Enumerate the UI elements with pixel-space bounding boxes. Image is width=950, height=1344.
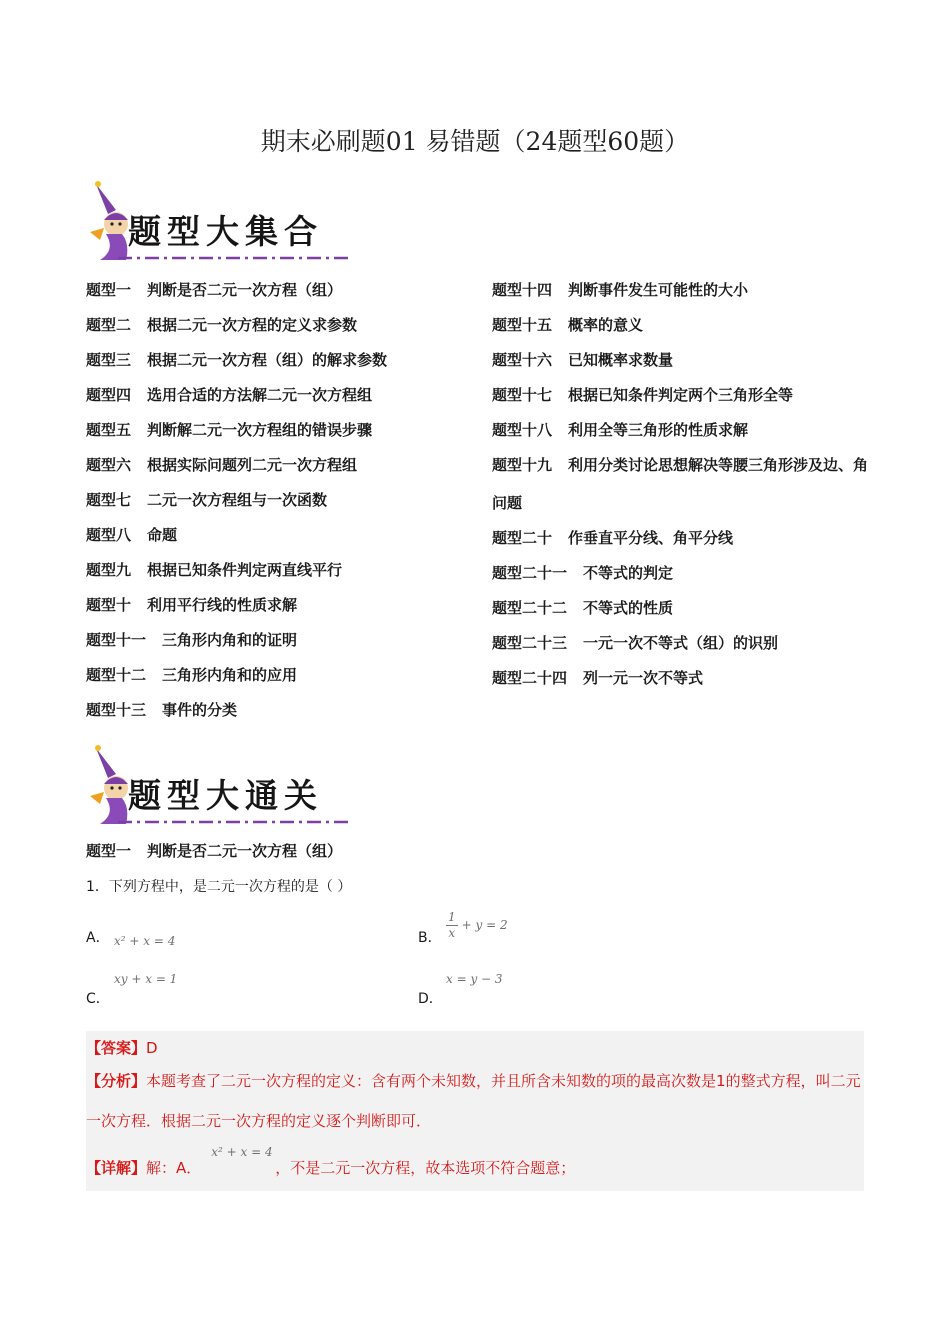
toc-item-number: 题型二十三 [492, 634, 568, 652]
toc-item-number: 题型二十一 [492, 564, 568, 582]
toc-item-text: 作垂直平分线、角平分线 [568, 529, 734, 547]
toc-item-number: 题型六 [86, 456, 132, 474]
toc-item-number: 题型三 [86, 351, 132, 369]
toc-item [492, 528, 872, 548]
toc-item-text: 不等式的性质 [583, 599, 674, 617]
toc-item-number: 题型七 [86, 491, 132, 509]
toc-item-number: 题型十 [86, 596, 132, 614]
toc-item-text: 判断解二元一次方程组的错误步骤 [147, 421, 373, 439]
toc-item [492, 280, 872, 300]
toc-item [86, 420, 456, 440]
toc-item [86, 315, 456, 335]
toc-item [492, 315, 872, 335]
toc-item-text: 根据实际问题列二元一次方程组 [147, 456, 358, 474]
toc-item-text: 命题 [147, 526, 178, 544]
detail-math-slot [201, 1145, 275, 1173]
toc-item [492, 446, 872, 522]
option-d-math: x = y − 3 [446, 972, 503, 986]
toc-item-number: 题型一 [86, 281, 132, 299]
toc-item-number: 题型二 [86, 316, 132, 334]
toc-left-column [86, 280, 456, 735]
toc-item [86, 280, 456, 300]
toc-item [86, 525, 456, 545]
toc-item-text: 事件的分类 [162, 701, 238, 719]
toc-item [492, 350, 872, 370]
detail-prefix: 解：A． [146, 1159, 202, 1177]
toc-item [86, 350, 456, 370]
toc-item-number: 题型八 [86, 526, 132, 544]
toc-item [492, 633, 872, 653]
option-a-label: A． [86, 930, 110, 946]
detail-math: x² + x = 4 [211, 1145, 273, 1159]
toc-item-text: 判断是否二元一次方程（组） [147, 281, 343, 299]
section-text: 判断是否二元一次方程（组） [147, 842, 343, 860]
toc-item-text: 根据二元一次方程的定义求参数 [147, 316, 358, 334]
toc-item-text: 利用全等三角形的性质求解 [568, 421, 749, 439]
toc-item-text: 已知概率求数量 [568, 351, 674, 369]
analysis-paragraph [86, 1061, 864, 1141]
banner-pass [86, 744, 356, 826]
toc-item-number: 题型四 [86, 386, 132, 404]
answer-tag: 【答案】 [86, 1039, 147, 1057]
toc-item-text: 不等式的判定 [583, 564, 674, 582]
option-c-math: xy + x = 1 [114, 972, 178, 986]
section-heading [86, 840, 342, 861]
toc-item [492, 420, 872, 440]
toc-item-number: 题型十八 [492, 421, 553, 439]
detail-tag: 【详解】 [86, 1159, 147, 1177]
toc-item-text: 二元一次方程组与一次函数 [147, 491, 328, 509]
analysis-tag: 【分析】 [86, 1072, 147, 1090]
toc-item-number: 题型十五 [492, 316, 553, 334]
option-a-math: x² + x = 4 [114, 934, 176, 948]
toc-item-number: 题型十九 [492, 456, 553, 474]
toc-item-number: 题型二十四 [492, 669, 568, 687]
option-b-rest: + y = 2 [461, 918, 508, 932]
toc-item [86, 560, 456, 580]
toc-item [492, 668, 872, 688]
toc-item [492, 563, 872, 583]
toc-item [86, 665, 456, 685]
toc-item-text: 一元一次不等式（组）的识别 [583, 634, 779, 652]
toc-item-text: 选用合适的方法解二元一次方程组 [147, 386, 373, 404]
document-title: 期末必刷题01 易错题（24题型60题） [260, 127, 690, 156]
toc-item [492, 598, 872, 618]
banner-pass-text: 题型大通关 [128, 776, 323, 815]
toc-item-text: 三角形内角和的证明 [162, 631, 298, 649]
detail-line [86, 1145, 576, 1178]
option-b-label: B． [418, 930, 442, 946]
toc-item-text: 判断事件发生可能性的大小 [568, 281, 749, 299]
option-b-math [446, 910, 508, 941]
toc-item-text: 根据已知条件判定两直线平行 [147, 561, 343, 579]
toc-item-text: 根据已知条件判定两个三角形全等 [568, 386, 794, 404]
toc-item-number: 题型二十二 [492, 599, 568, 617]
toc-item-text: 根据二元一次方程（组）的解求参数 [147, 351, 388, 369]
question-stem: 1．下列方程中，是二元一次方程的是（ ） [86, 879, 352, 895]
banner-collection [86, 180, 356, 262]
answer-line [86, 1037, 158, 1058]
toc-item-text: 概率的意义 [568, 316, 644, 334]
option-b-fraction: $\frac{1}{x}$ [448, 910, 456, 940]
toc-item-number: 题型十六 [492, 351, 553, 369]
toc-item-number: 题型十一 [86, 631, 147, 649]
detail-suffix: ，不是二元一次方程，故本选项不符合题意； [275, 1159, 576, 1177]
toc-item [86, 385, 456, 405]
toc-item-number: 题型二十 [492, 529, 553, 547]
toc-item-number: 题型五 [86, 421, 132, 439]
toc-item [86, 455, 456, 475]
toc-item [492, 385, 872, 405]
toc-item-text: 利用分类讨论思想解决等腰三角形涉及边、角问题 [492, 456, 869, 512]
option-c-label: C． [86, 991, 110, 1007]
toc-item-number: 题型十二 [86, 666, 147, 684]
toc-item [86, 630, 456, 650]
toc-item [86, 490, 456, 510]
toc-item-number: 题型九 [86, 561, 132, 579]
section-number: 题型一 [86, 842, 132, 860]
toc-item-text: 列一元一次不等式 [583, 669, 704, 687]
toc-item [86, 595, 456, 615]
toc-item-text: 三角形内角和的应用 [162, 666, 298, 684]
toc-item-number: 题型十四 [492, 281, 553, 299]
banner-collection-text: 题型大集合 [128, 212, 323, 251]
answer-value: D [146, 1039, 158, 1057]
option-d-label: D． [418, 991, 443, 1007]
toc-item [86, 700, 456, 720]
toc-item-text: 利用平行线的性质求解 [147, 596, 298, 614]
analysis-text: 本题考查了二元一次方程的定义：含有两个未知数，并且所含未知数的项的最高次数是1的整式方程，叫二元一次方程．根据二元一次方程的定义逐个判断即可． [86, 1072, 861, 1130]
answer-box [86, 1031, 864, 1191]
toc-item-number: 题型十三 [86, 701, 147, 719]
toc-item-number: 题型十七 [492, 386, 553, 404]
toc-right-column [492, 280, 872, 703]
